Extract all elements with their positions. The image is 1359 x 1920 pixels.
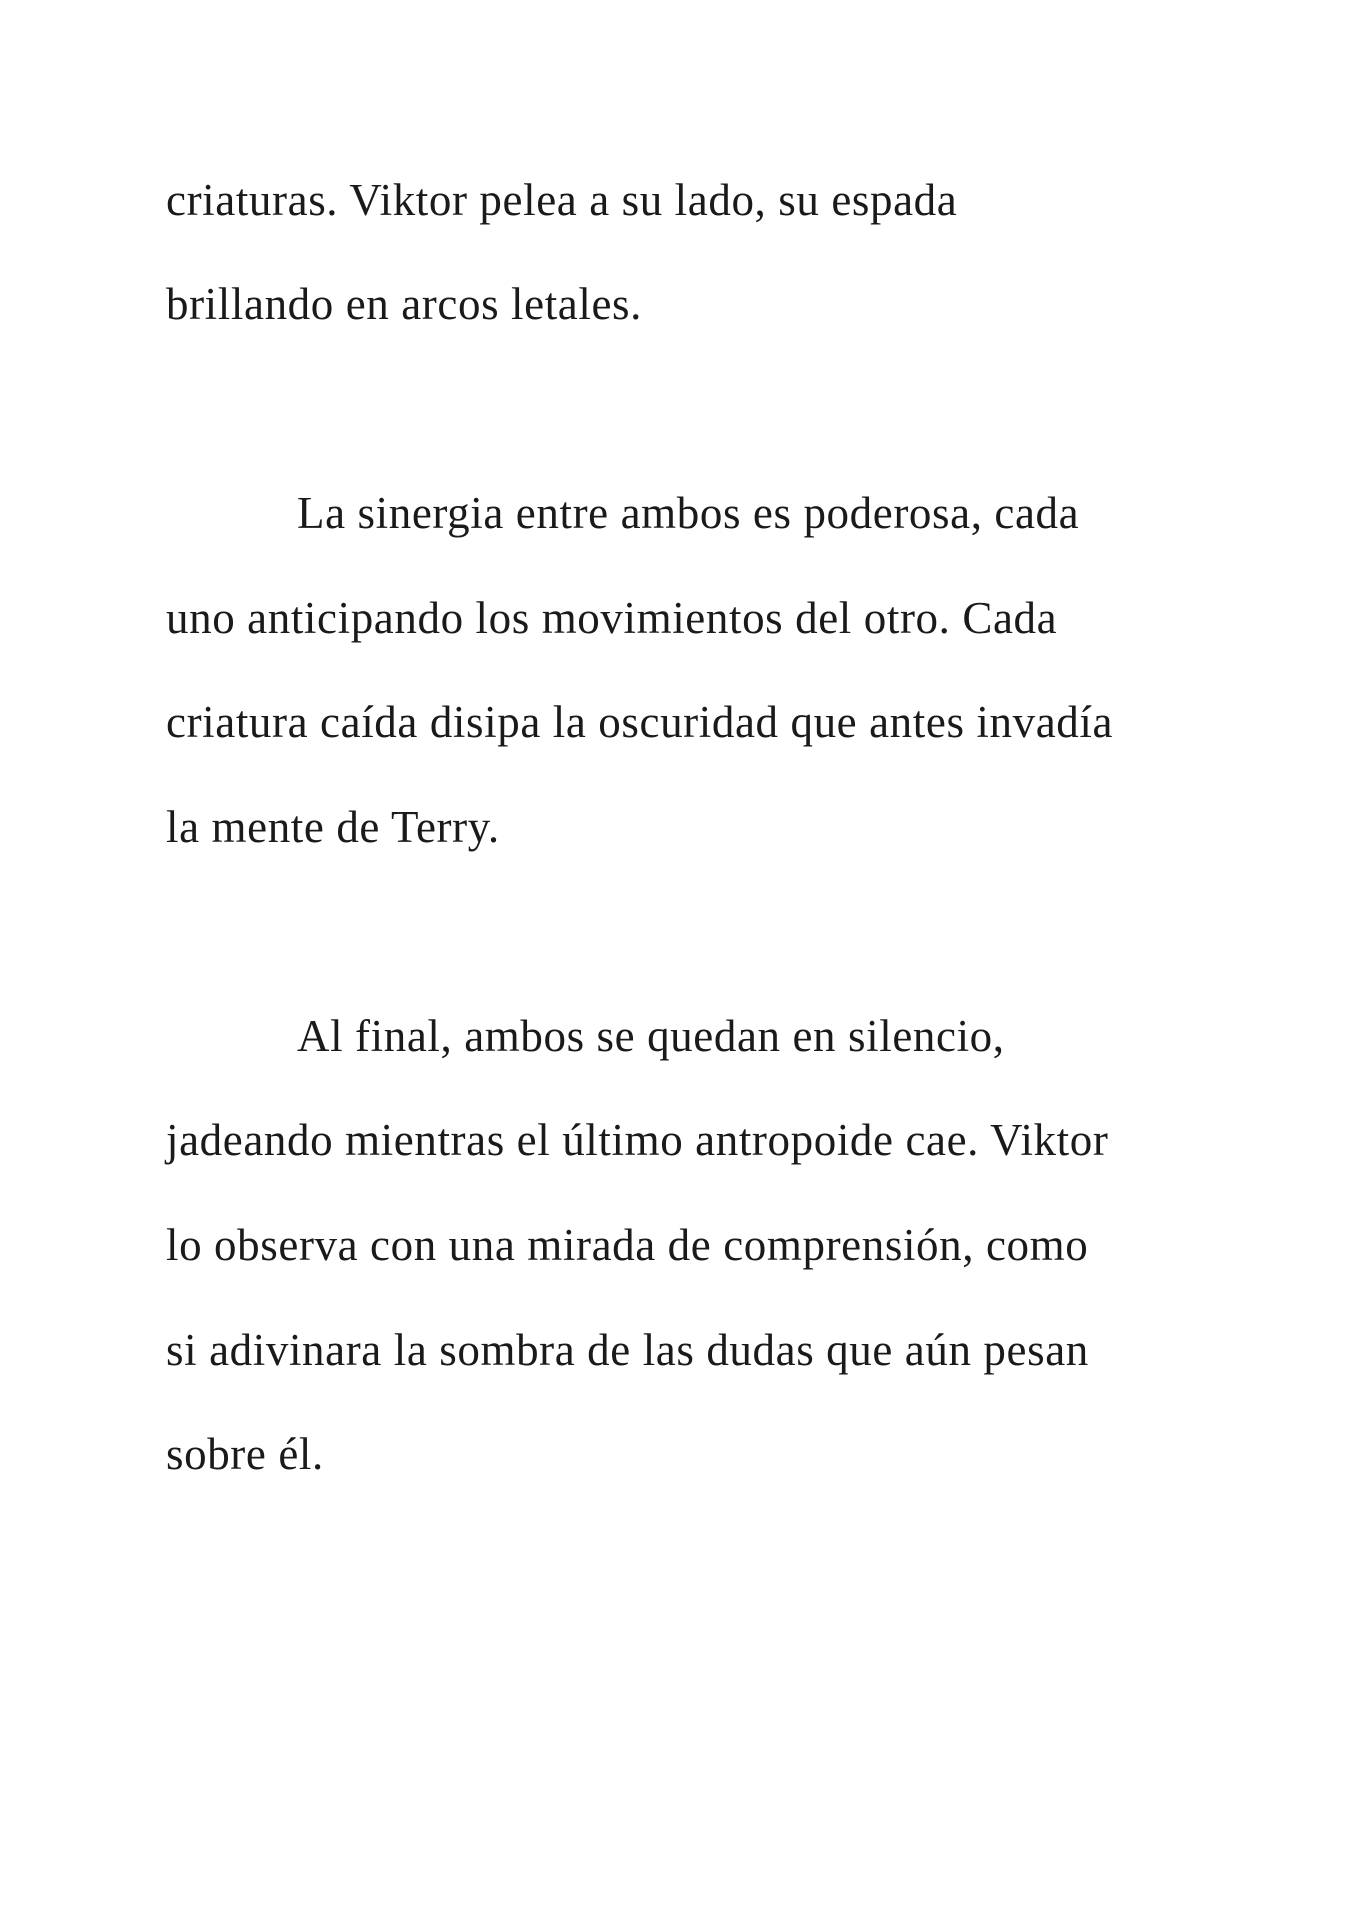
text-line: si adivinara la sombra de las dudas que aún pesan [166,1325,1089,1375]
text-line: la mente de Terry. [166,802,500,852]
text-line: Al final, ambos se quedan en silencio, [297,1011,1005,1061]
text-line: brillando en arcos letales. [166,279,643,329]
text-line: criaturas. Viktor pelea a su lado, su espada [166,175,958,225]
text-line: jadeando mientras el último antropoide cae. Viktor [166,1115,1109,1165]
text-line: La sinergia entre ambos es poderosa, cada [297,488,1080,538]
text-line: lo observa con una mirada de comprensión, como [166,1220,1089,1270]
text-line: sobre él. [166,1429,324,1479]
text-line: uno anticipando los movimientos del otro. Cada [166,593,1058,643]
text-line: criatura caída disipa la oscuridad que antes invadía [166,697,1114,747]
